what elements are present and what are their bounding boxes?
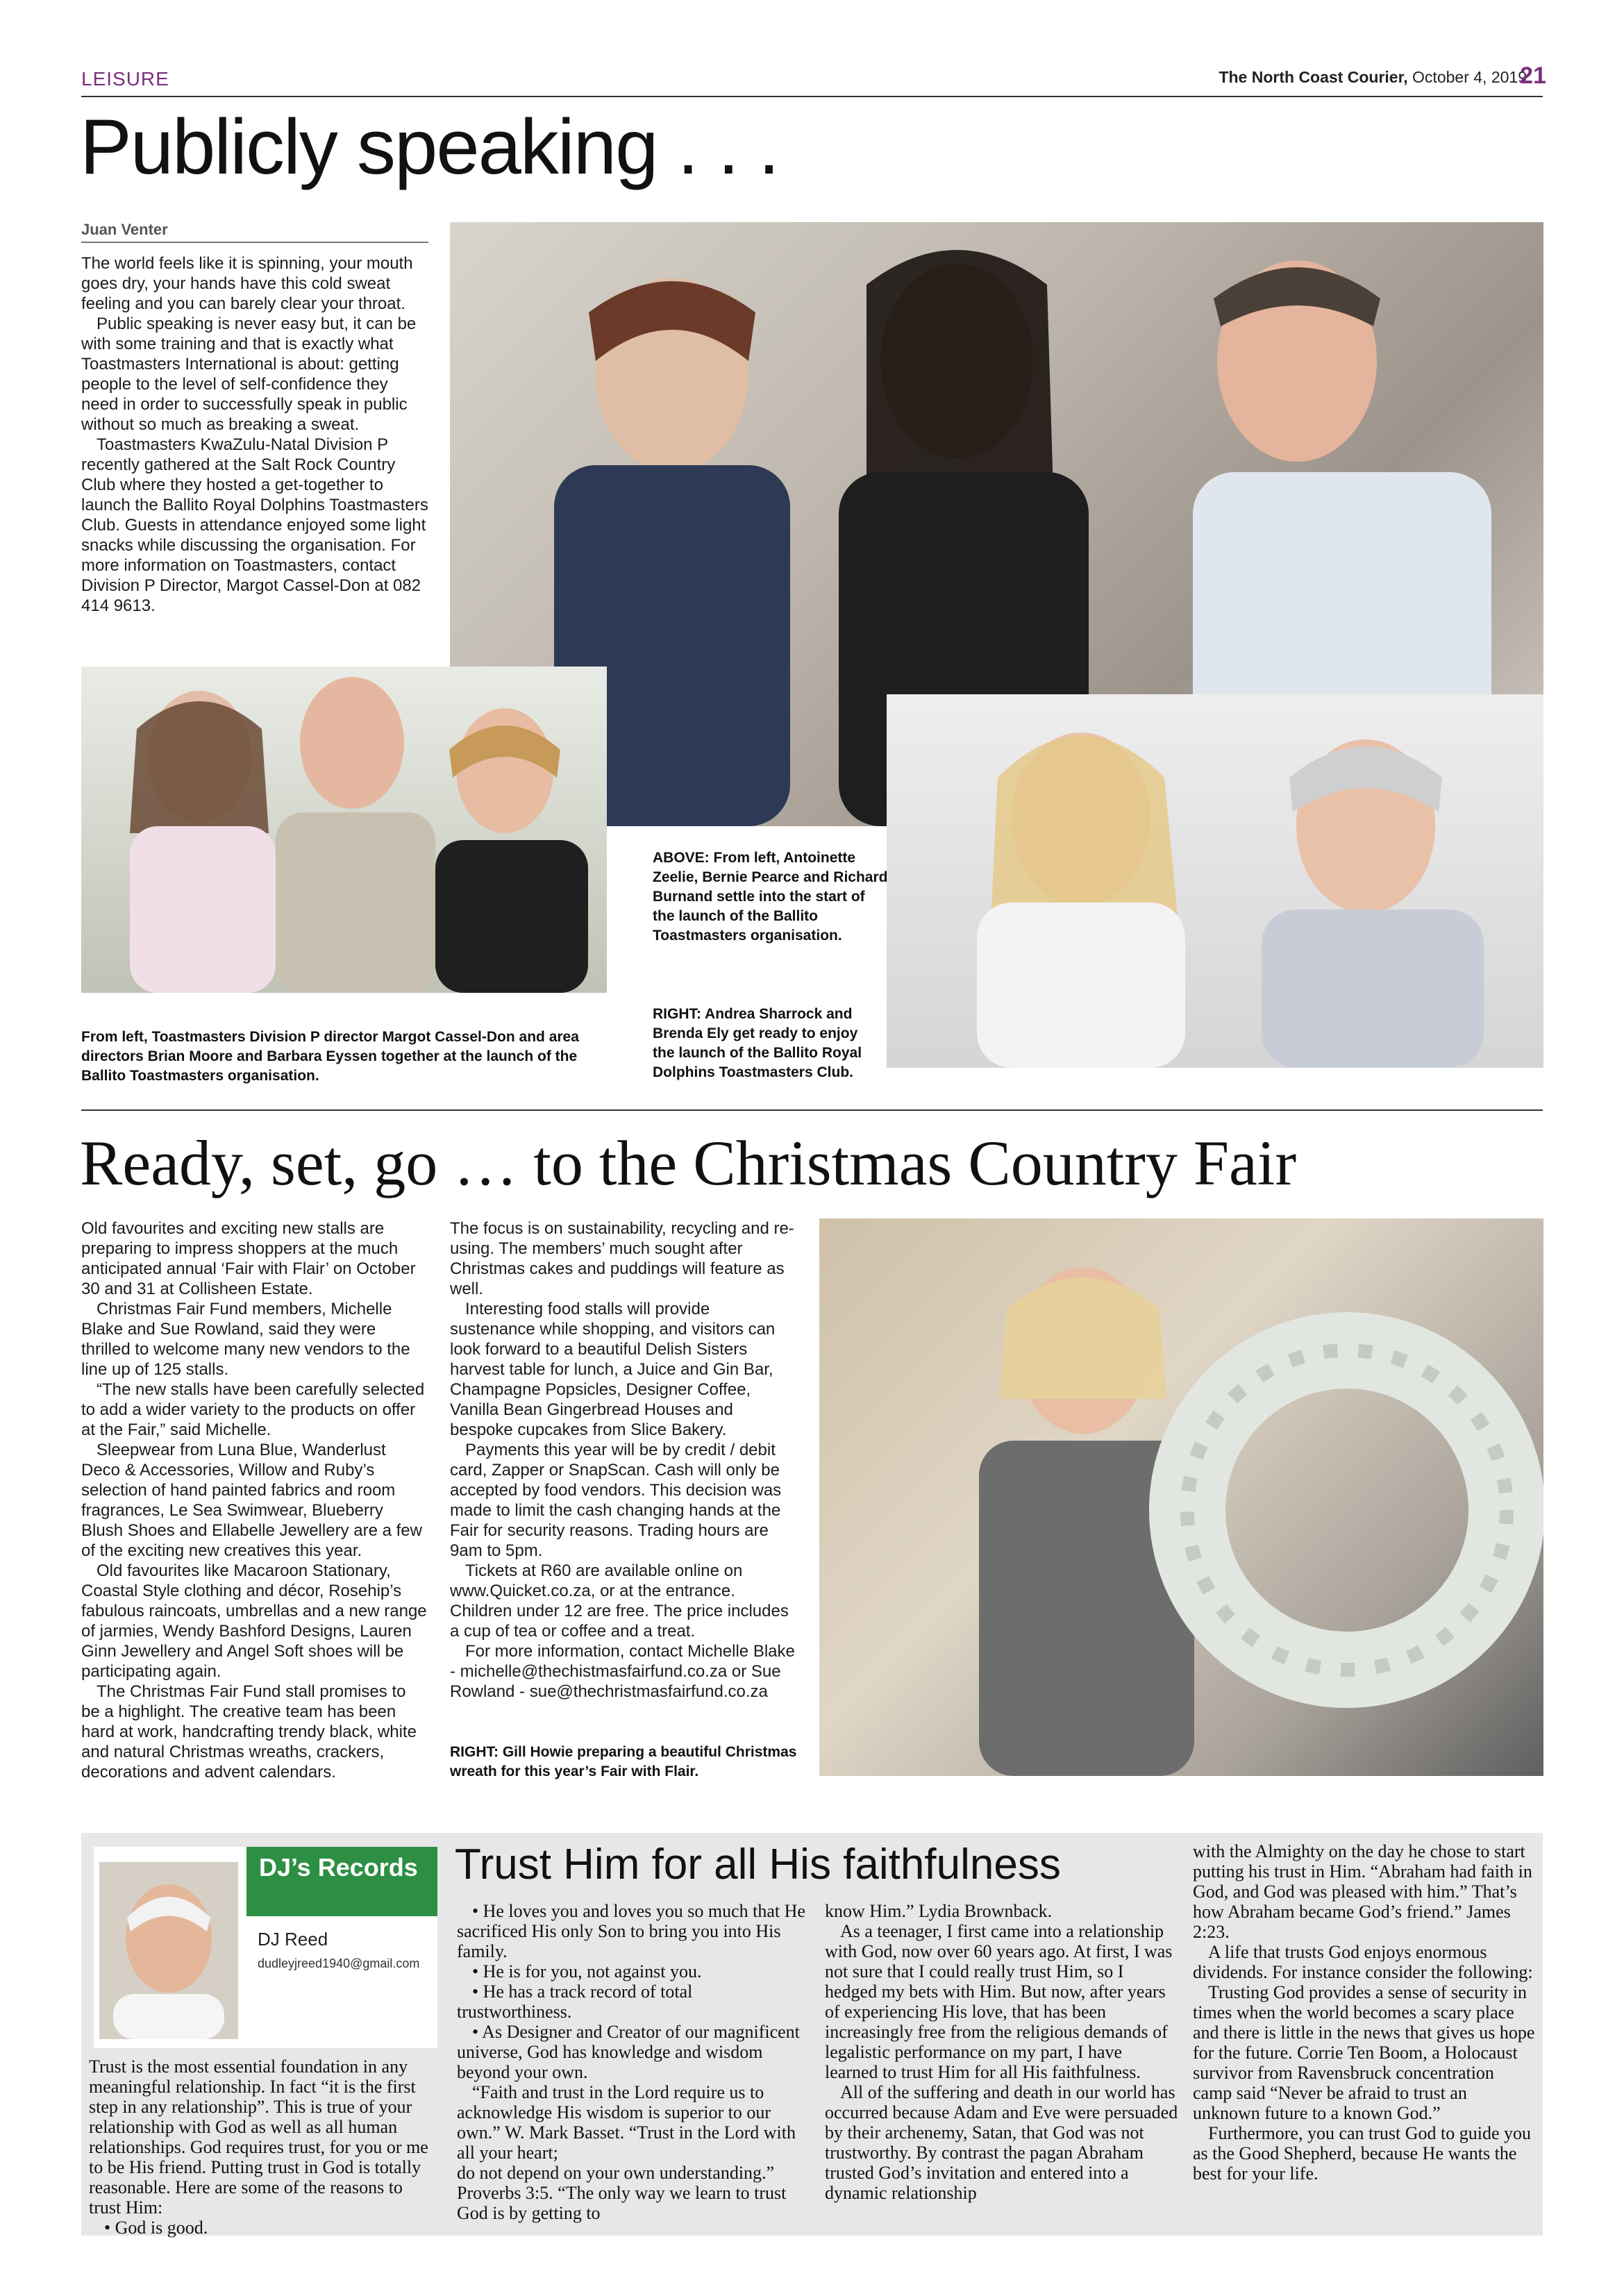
paragraph: All of the suffering and death in our world has occurred because Adam and Eve were persuaded by their archenemy, Satan, that God was not trustworthy. By contrast the pagan Abraham trusted God’s invitation and entered into a dynamic relationship: [825, 2082, 1178, 2203]
paragraph: “The new stalls have been carefully selected to add a wider variety to the products on offer at the Fair,” said Michelle.: [81, 1380, 425, 1439]
paragraph: As a teenager, I first came into a relationship with God, now over 60 years ago. At first, I was not sure that I could really trust Him, so I hedged my bets with Him. But now, after years of experiencing His love, that has been increasingly free from the religious demands of legalistic performance on my part, I have learned to trust Him for all His faithfulness.: [825, 1921, 1173, 2082]
paragraph: • As Designer and Creator of our magnificent universe, God has knowledge and wisdom beyond your own.: [457, 2022, 800, 2082]
section-divider: [81, 1109, 1543, 1111]
masthead: [1219, 68, 1527, 87]
page-number: 21: [1520, 62, 1546, 89]
paragraph: with the Almighty on the day he chose to start putting his trust in Him. “Abraham had faith in God, and God was pleased with him.” That’s how Abraham became God’s friend.” James 2:23.: [1193, 1841, 1532, 1942]
photo-illustration: [819, 1218, 1543, 1776]
column-col3: [825, 1901, 1179, 2203]
paragraph: Trusting God provides a sense of security in times when the world becomes a scary place and there is little in the news that gives us hope for the future. Corrie Ten Boom, a Holocaust survivor from Ravensbruck concentration camp said “Never be afraid to trust an unknown future to a known God.”: [1193, 1982, 1535, 2123]
paragraph: • He loves you and loves you so much that He sacrificed His only Son to bring you into His family.: [457, 1901, 805, 1961]
headline-trust-him: Trust Him for all His faithfulness: [455, 1841, 1061, 1888]
column-title: DJ’s Records: [259, 1853, 418, 1882]
paragraph: • God is good.: [104, 2218, 208, 2238]
paragraph: Interesting food stalls will provide sustenance while shopping, and visitors can look forward to a beautiful Delish Sisters harvest table for lunch, a Juice and Gin Bar, Champagne Popsicles, Designer Coffee, Vanilla Bean Gingerbread Houses and bespoke cupcakes from Slice Bakery.: [450, 1300, 776, 1439]
paragraph: Old favourites like Macaroon Stationary, Coastal Style clothing and décor, Rosehip’s fabulous raincoats, umbrellas and a new range of jarmies, Wendy Bashford Designs, Lauren Ginn Jewellery and Angel Soft shoes will be participating again.: [81, 1561, 427, 1681]
columnist-email: dudleyjreed1940@gmail.com: [258, 1956, 420, 1970]
issue-date: October 4, 2019: [1412, 68, 1527, 86]
section-label: LEISURE: [81, 68, 169, 90]
columnist-banner: [246, 1847, 437, 1916]
headline-publicly-speaking: Publicly speaking . . .: [80, 103, 779, 190]
paragraph: Sleepwear from Luna Blue, Wanderlust Deco & Accessories, Willow and Ruby’s selection of hand painted fabrics and room fragrances, Le Sea Swimwear, Blueberry Blush Shoes and Ellabelle Jewellery are a few of the exciting new creatives this year.: [81, 1441, 422, 1560]
paragraph: Payments this year will be by credit / debit card, Zapper or SnapScan. Cash will only be accepted by food vendors. This decision was made to limit the cash changing hands at the Fair for security reasons. Trading hours are 9am to 5pm.: [450, 1441, 782, 1560]
paper-name: The North Coast Courier,: [1219, 68, 1408, 86]
column-col4: [1193, 1841, 1537, 2184]
caption-above: ABOVE: From left, Antoinette Zeelie, Bernie Pearce and Richard Burnand settle into the start of the launch of the Ballito Toastmasters organisation.: [653, 850, 888, 944]
paragraph: Tickets at R60 are available online on www.Quicket.co.za, or at the entrance. Children under 12 are free. The price includes a cup of tea or coffee and a treat.: [450, 1561, 789, 1641]
caption-right: RIGHT: Andrea Sharrock and Brenda Ely get ready to enjoy the launch of the Ballito Royal Dolphins Toastmasters Club.: [653, 1006, 862, 1080]
paragraph: Old favourites and exciting new stalls are preparing to impress shoppers at the much anticipated annual ‘Fair with Flair’ on October 30 and 31 at Collisheen Estate.: [81, 1219, 416, 1298]
paragraph: • He is for you, not against you.: [472, 1961, 702, 1981]
headline-christmas-fair: Ready, set, go … to the Christmas Country Fair: [80, 1128, 1297, 1198]
photo-two-women: [887, 694, 1543, 1068]
paragraph: Furthermore, you can trust God to guide you as the Good Shepherd, because He wants the best for your life.: [1193, 2123, 1532, 2184]
photo-division-directors: [81, 667, 607, 993]
paragraph: know Him.” Lydia Brownback.: [825, 1901, 1053, 1921]
photo-illustration: [887, 694, 1543, 1068]
caption-left: From left, Toastmasters Division P director Margot Cassel-Don and area directors Brian Moore and Barbara Eyssen together at the launch of the Ballito Toastmasters organisation.: [81, 1029, 579, 1084]
paragraph: • He has a track record of total trustworthiness.: [457, 1981, 693, 2022]
header-rule: [81, 96, 1543, 97]
paragraph: Public speaking is never easy but, it can be with some training and that is exactly what Toastmasters International is about: getting people to the level of self-confidence they need in order to successfully speak in public without so much as breaking a sweat.: [81, 315, 417, 434]
paragraph: Christmas Fair Fund members, Michelle Blake and Sue Rowland, said they were thrilled to welcome many new vendors to the line up of 125 stalls.: [81, 1300, 410, 1379]
photo-illustration: [81, 667, 607, 993]
paragraph: For more information, contact Michelle Blake - michelle@thechistmasfairfund.co.za or Sue Rowland - sue@thechristmasfairfund.co.za: [450, 1642, 795, 1701]
column-col1: [89, 2056, 436, 2238]
columnist-card: [94, 1847, 437, 2048]
columnist-photo: [99, 1862, 238, 2039]
article1-body: [81, 253, 428, 616]
article2-col2: [450, 1218, 797, 1702]
byline: Juan Venter: [81, 221, 428, 243]
paragraph: The focus is on sustainability, recycling and re-using. The members’ much sought after Christmas cakes and puddings will feature as well.: [450, 1219, 794, 1298]
column-col2: [457, 1901, 811, 2223]
paragraph: The Christmas Fair Fund stall promises to be a highlight. The creative team has been hard at work, handcrafting trendy black, white and natural Christmas wreaths, crackers, decorations and advent calendars.: [81, 1682, 417, 1782]
paragraph: Toastmasters KwaZulu-Natal Division P recently gathered at the Salt Rock Country Club where they hosted a get-together to launch the Ballito Royal Dolphins Toastmasters Club. Guests in attendance enjoyed some light snacks while discussing the organisation. For more information on Toastmasters, contact Division P Director, Margot Cassel-Don at 082 414 9613.: [81, 435, 428, 615]
columnist-name: DJ Reed: [258, 1929, 328, 1950]
paragraph: do not depend on your own understanding.” Proverbs 3:5. “The only way we learn to trust God is by getting to: [457, 2163, 787, 2223]
paragraph: The world feels like it is spinning, your mouth goes dry, your hands have this cold sweat feeling and you can barely clear your throat.: [81, 254, 413, 313]
paragraph: “Faith and trust in the Lord require us to acknowledge His wisdom is superior to our own.” W. Mark Basset. “Trust in the Lord with all your heart;: [457, 2082, 796, 2163]
caption-wreath: RIGHT: Gill Howie preparing a beautiful Christmas wreath for this year’s Fair with Flair.: [450, 1744, 797, 1779]
article2-col1: [81, 1218, 428, 1782]
photo-wreath: [819, 1218, 1543, 1776]
photo-illustration: [99, 1862, 238, 2039]
paragraph: Trust is the most essential foundation in any meaningful relationship. In fact “it is the first step in any relationship”. This is true of your relationship with God as well as all human relationships. God requires trust, for you or me to be His friend. Putting trust in God is totally reasonable. Here are some of the reasons to trust Him:: [89, 2056, 428, 2218]
paragraph: A life that trusts God enjoys enormous dividends. For instance consider the following:: [1193, 1942, 1533, 1982]
